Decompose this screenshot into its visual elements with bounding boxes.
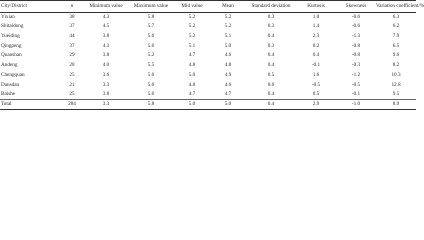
cell-mean: 4.8 [224, 62, 232, 69]
cell-skewness: -1.0 [336, 100, 376, 110]
cell-cv: 6.2 [392, 23, 400, 30]
cell-std: 0.4 [267, 52, 275, 59]
table-row [0, 22, 416, 32]
cell-mean: 5.2 [224, 13, 232, 20]
cell-max: 5.8 [128, 100, 174, 110]
cell-n: 38 [69, 13, 75, 20]
cell-min: 4.3 [102, 13, 110, 20]
cell-mean: 5.0 [224, 42, 232, 49]
cell-kurtosis: 1.6 [312, 71, 320, 78]
cell-n: 25 [69, 71, 75, 78]
cell-mid: 5.1 [188, 42, 196, 49]
cell-min: 4.5 [102, 23, 110, 30]
cell-std: 0.3 [267, 23, 275, 30]
header-mean: Mean [210, 1, 246, 13]
header-mid-value: Mid value [174, 1, 210, 13]
cell-min: 3.8 [102, 33, 110, 40]
cell-skewness: -0.8 [351, 42, 361, 49]
cell-cv: 8.9 [376, 100, 416, 110]
header-minimum-value: Minimum value [84, 1, 128, 13]
cell-city: Yueiding [1, 33, 20, 40]
cell-max: 5.6 [147, 81, 155, 88]
table-row [0, 61, 416, 71]
table-row [0, 42, 416, 52]
cell-std: 0.4 [246, 100, 296, 110]
cell-mid: 5.2 [188, 23, 196, 30]
cell-max: 5.7 [147, 23, 155, 30]
cell-kurtosis: 0.4 [312, 52, 320, 59]
cell-mean: 5.1 [224, 33, 232, 40]
cell-kurtosis: -0.5 [311, 81, 321, 88]
cell-cv: 12.8 [391, 81, 401, 88]
cell-min: 3.8 [102, 90, 110, 97]
header-n: n [60, 1, 84, 13]
header-maximum-value: Maximum value [128, 1, 174, 13]
cell-std: 0.4 [267, 62, 275, 69]
cell-mean: 5.2 [224, 23, 232, 30]
cell-mean: 4.6 [224, 81, 232, 88]
cell-max: 5.8 [147, 13, 155, 20]
cell-n: 21 [69, 81, 75, 88]
header-standard-deviation: Standard deviation [246, 1, 296, 13]
table-header-row [0, 1, 416, 13]
cell-skewness: -1.2 [351, 71, 361, 78]
table-row-total [0, 100, 416, 110]
cell-max: 5.6 [147, 90, 155, 97]
cell-mid: 5.2 [188, 13, 196, 20]
cell-n: 44 [69, 33, 75, 40]
cell-skewness: -0.6 [351, 13, 361, 20]
cell-cv: 7.9 [392, 33, 400, 40]
cell-kurtosis: 2.9 [296, 100, 336, 110]
cell-std: 0.4 [267, 33, 275, 40]
cell-std: 0.6 [267, 81, 275, 88]
table-row [0, 51, 416, 61]
cell-skewness: -0.8 [351, 52, 361, 59]
cell-kurtosis: 1.0 [312, 13, 320, 20]
cell-mean: 4.6 [224, 52, 232, 59]
cell-kurtosis: 1.4 [312, 23, 320, 30]
table-row [0, 80, 416, 90]
cell-mid: 5.2 [188, 33, 196, 40]
cell-min: 3.6 [102, 71, 110, 78]
cell-cv: 10.3 [391, 71, 401, 78]
header-city-district: City/District [0, 1, 60, 13]
cell-min: 4.3 [102, 42, 110, 49]
cell-city: Qingpeng [1, 42, 22, 49]
cell-skewness: -0.1 [351, 90, 361, 97]
cell-mean: 4.9 [224, 71, 232, 78]
cell-kurtosis: -0.1 [311, 62, 321, 69]
statistics-table-container [0, 0, 424, 113]
cell-max: 5.5 [147, 62, 155, 69]
cell-max: 5.6 [147, 42, 155, 49]
cell-city: Andeng [1, 62, 18, 69]
cell-city: Dansdan [1, 81, 20, 88]
cell-skewness: -0.3 [351, 62, 361, 69]
table-row [0, 32, 416, 42]
cell-cv: 6.5 [392, 42, 400, 49]
table-row [0, 90, 416, 100]
cell-city: Yixian [1, 13, 15, 20]
header-skewness: Skewness [336, 1, 376, 13]
cell-max: 5.2 [147, 52, 155, 59]
cell-mid: 4.8 [188, 62, 196, 69]
cell-min: 3.8 [102, 52, 110, 59]
cell-cv: 9.5 [392, 90, 400, 97]
cell-max: 5.6 [147, 33, 155, 40]
cell-city: Total [0, 100, 60, 110]
cell-min: 3.3 [102, 81, 110, 88]
cell-mid: 4.8 [188, 81, 196, 88]
cell-n: 28 [69, 62, 75, 69]
cell-kurtosis: 0.5 [312, 90, 320, 97]
table-body [0, 13, 416, 110]
cell-skewness: -0.6 [351, 23, 361, 30]
cell-mid: 5.0 [188, 71, 196, 78]
cell-skewness: -1.3 [351, 33, 361, 40]
cell-std: 0.4 [267, 90, 275, 97]
cell-std: 0.3 [267, 13, 275, 20]
cell-city: Chengquan [1, 71, 25, 78]
cell-max: 5.6 [147, 71, 155, 78]
cell-cv: 8.2 [392, 62, 400, 69]
cell-mid: 4.7 [188, 90, 196, 97]
cell-n: 29 [69, 52, 75, 59]
cell-std: 0.5 [267, 71, 275, 78]
cell-min: 3.3 [84, 100, 128, 110]
cell-n: 25 [69, 90, 75, 97]
cell-mid: 5.0 [174, 100, 210, 110]
cell-n: 37 [69, 42, 75, 49]
cell-n: 37 [69, 23, 75, 30]
header-kurtosis: Kurtosis [296, 1, 336, 13]
cell-city: Baishe [1, 90, 16, 97]
cell-min: 4.0 [102, 62, 110, 69]
cell-kurtosis: 2.3 [312, 33, 320, 40]
statistics-table [0, 0, 424, 110]
header-variation-coefficient: Variation coefficient/% [376, 1, 416, 13]
cell-city: Shitaidong [1, 23, 24, 30]
cell-std: 0.3 [267, 42, 275, 49]
cell-skewness: -0.5 [351, 81, 361, 88]
cell-city: Quanshan [1, 52, 22, 59]
cell-cv: 9.6 [392, 52, 400, 59]
table-row [0, 71, 416, 81]
cell-n: 284 [60, 100, 84, 110]
cell-mean: 5.0 [210, 100, 246, 110]
cell-cv: 6.3 [392, 13, 400, 20]
cell-mean: 4.7 [224, 90, 232, 97]
cell-mid: 4.7 [188, 52, 196, 59]
table-row [0, 13, 416, 23]
cell-kurtosis: 0.2 [312, 42, 320, 49]
